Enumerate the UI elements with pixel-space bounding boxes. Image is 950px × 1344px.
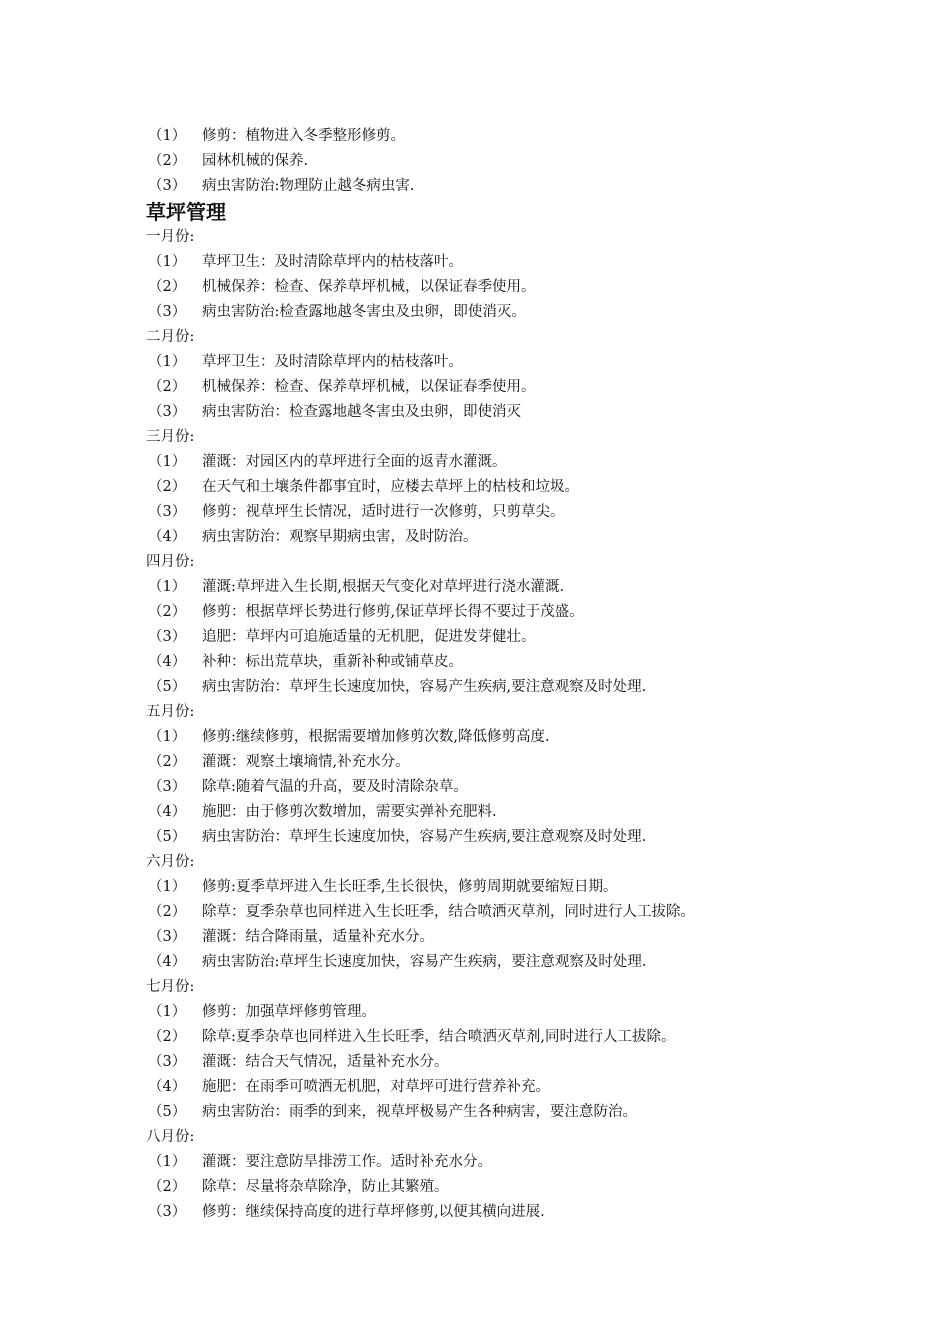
month-label: 五月份: [146,704,195,720]
item-text: 机械保养：检查、保养草坪机械，以保证春季使用。 [202,379,536,395]
item-text: 灌溉：要注意防旱排涝工作。适时补充水分。 [202,1154,492,1170]
item-text: 除草：尽量将杂草除净，防止其繁殖。 [202,1179,449,1195]
item-number: （1） [148,128,187,144]
item-text: 修剪：继续保持高度的进行草坪修剪,以便其横向进展. [202,1204,545,1220]
item-number: （2） [148,754,187,770]
item-text: 病虫害防治:草坪生长速度加快，容易产生疾病，要注意观察及时处理. [202,954,647,970]
item-number: （1） [148,729,187,745]
item-number: （1） [148,354,187,370]
item-text: 修剪：植物进入冬季整形修剪。 [202,128,405,144]
list-item [148,650,928,675]
item-number: （4） [148,804,187,820]
list-item [148,750,928,775]
item-number: （4） [148,1079,187,1095]
item-text: 草坪卫生：及时清除草坪内的枯枝落叶。 [202,254,463,270]
item-number: （3） [148,779,187,795]
list-item [148,875,928,900]
item-text: 草坪卫生：及时清除草坪内的枯枝落叶。 [202,354,463,370]
item-text: 施肥：由于修剪次数增加，需要实弹补充肥料. [202,804,497,820]
item-number: （1） [148,254,187,270]
list-item [148,800,928,825]
list-item [148,1200,928,1225]
item-text: 除草:夏季杂草也同样进入生长旺季，结合喷洒灭草剂,同时进行人工拔除。 [202,1029,676,1045]
item-number: （2） [148,604,187,620]
list-item [148,450,928,475]
list-item [148,475,928,500]
list-item [148,500,928,525]
item-text: 病虫害防治:检查露地越冬害虫及虫卵，即使消灭。 [202,304,526,320]
item-text: 园林机械的保养. [202,153,309,169]
list-item [148,1100,928,1125]
list-item [148,375,928,400]
item-number: （4） [148,654,187,670]
item-text: 机械保养：检查、保养草坪机械，以保证春季使用。 [202,279,536,295]
list-item [148,300,928,325]
list-item [148,775,928,800]
list-item [148,1050,928,1075]
item-text: 病虫害防治：雨季的到来，视草坪极易产生各种病害，要注意防治。 [202,1104,637,1120]
list-item [148,250,928,275]
item-text: 修剪：根据草坪长势进行修剪,保证草坪长得不要过于茂盛。 [202,604,584,620]
item-number: （5） [148,679,187,695]
item-number: （1） [148,1154,187,1170]
list-item [148,400,928,425]
item-text: 灌溉：观察土壤墒情,补充水分。 [202,754,410,770]
item-number: （5） [148,829,187,845]
item-text: 灌溉：对园区内的草坪进行全面的返青水灌溉。 [202,454,507,470]
intro-item [148,174,928,199]
month-label: 二月份: [146,329,195,345]
item-text: 补种：标出荒草块，重新补种或铺草皮。 [202,654,463,670]
item-number: （4） [148,954,187,970]
month-label: 一月份: [146,229,195,245]
item-number: （3） [148,178,187,194]
list-item [148,625,928,650]
item-number: （5） [148,1104,187,1120]
item-text: 灌溉：结合降雨量，适量补充水分。 [202,929,434,945]
item-number: （2） [148,1029,187,1045]
item-text: 病虫害防治:物理防止越冬病虫害. [202,178,415,194]
list-item [148,925,928,950]
item-number: （2） [148,153,187,169]
item-number: （1） [148,579,187,595]
item-number: （2） [148,904,187,920]
list-item [148,950,928,975]
list-item [148,825,928,850]
item-text: 修剪:夏季草坪进入生长旺季,生长很快，修剪周期就要缩短日期。 [202,879,618,895]
item-number: （3） [148,504,187,520]
item-number: （3） [148,404,187,420]
list-item [148,1075,928,1100]
item-number: （1） [148,879,187,895]
item-text: 除草：夏季杂草也同样进入生长旺季，结合喷洒灭草剂，同时进行人工拔除。 [202,904,695,920]
item-number: （3） [148,1054,187,1070]
item-number: （4） [148,529,187,545]
list-item [148,675,928,700]
item-number: （1） [148,1004,187,1020]
month-label: 七月份: [146,979,195,995]
item-text: 修剪:继续修剪，根据需要增加修剪次数,降低修剪高度. [202,729,550,745]
list-item [148,900,928,925]
list-item [148,1175,928,1200]
item-text: 灌溉：结合天气情况，适量补充水分。 [202,1054,449,1070]
item-text: 灌溉:草坪进入生长期,根据天气变化对草坪进行浇水灌溉. [202,579,565,595]
item-number: （3） [148,1204,187,1220]
list-item [148,600,928,625]
item-text: 在天气和土壤条件都事宜时，应楼去草坪上的枯枝和垃圾。 [202,479,579,495]
list-item [148,1025,928,1050]
month-label: 八月份: [146,1129,195,1145]
item-number: （3） [148,304,187,320]
item-number: （2） [148,379,187,395]
section-title: 草坪管理 [146,200,226,224]
item-text: 追肥：草坪内可追施适量的无机肥，促进发芽健壮。 [202,629,536,645]
list-item [148,350,928,375]
item-text: 除草:随着气温的升高，要及时清除杂草。 [202,779,468,795]
month-label: 六月份: [146,854,195,870]
item-number: （3） [148,629,187,645]
item-number: （3） [148,929,187,945]
month-label: 四月份: [146,554,195,570]
item-text: 病虫害防治：检查露地越冬害虫及虫卵，即使消灭 [202,404,521,420]
item-text: 病虫害防治：草坪生长速度加快，容易产生疾病,要注意观察及时处理. [202,829,647,845]
intro-item [148,149,928,174]
list-item [148,525,928,550]
list-item [148,575,928,600]
item-text: 施肥：在雨季可喷洒无机肥，对草坪可进行营养补充。 [202,1079,550,1095]
intro-item [148,124,928,149]
item-number: （1） [148,454,187,470]
list-item [148,725,928,750]
item-number: （2） [148,1179,187,1195]
list-item [148,1000,928,1025]
item-number: （2） [148,479,187,495]
item-text: 病虫害防治：观察早期病虫害，及时防治。 [202,529,478,545]
list-item [148,275,928,300]
list-item [148,1150,928,1175]
item-text: 病虫害防治：草坪生长速度加快，容易产生疾病,要注意观察及时处理. [202,679,647,695]
item-number: （2） [148,279,187,295]
item-text: 修剪：视草坪生长情况，适时进行一次修剪，只剪草尖。 [202,504,565,520]
month-label: 三月份: [146,429,195,445]
item-text: 修剪：加强草坪修剪管理。 [202,1004,376,1020]
